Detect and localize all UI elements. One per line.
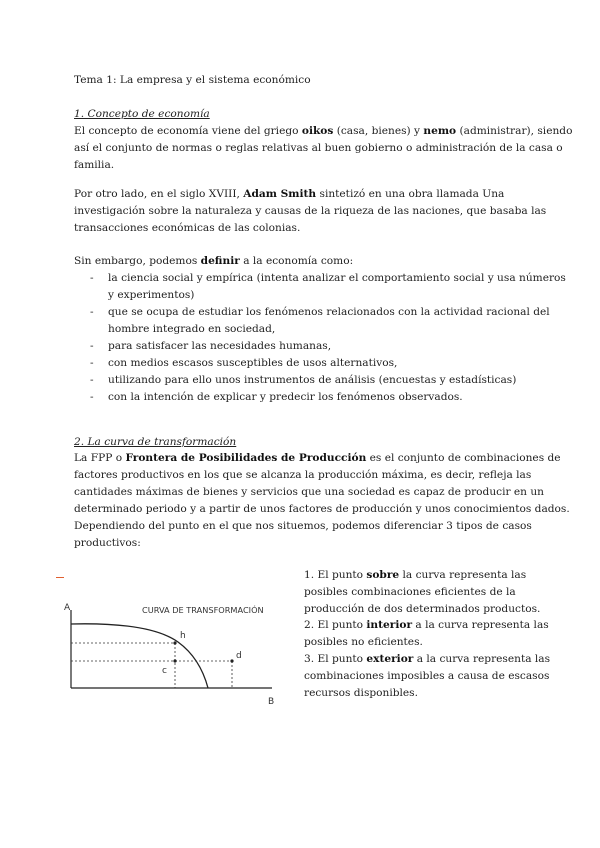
axis-label-a: A	[64, 603, 71, 613]
term-sobre: sobre	[366, 569, 400, 581]
section-2-heading: 2. La curva de transformación	[74, 436, 237, 448]
point-h	[173, 641, 176, 644]
label-d: d	[236, 651, 242, 661]
list-item: - utilizando para ello unos instrumentos de análisis (encuestas y estadísticas)	[90, 374, 517, 386]
axis-label-b: B	[268, 697, 275, 707]
list-item-continuation: hombre integrado en sociedad,	[108, 323, 276, 335]
section-1-paragraph-1: El concepto de economía viene del griego oikos (casa, bienes) y nemo (administrar), siendo así el conjunto de normas o reglas relativas al buen gobierno o administración de la casa o familia.	[74, 125, 573, 171]
section-2-paragraph: La FPP o Frontera de Posibilidades de Producción es el conjunto de combinaciones de factores productivos en los que se alcanza la producción máxima, es decir, refleja las cantidades máximas de bienes y servicios que una sociedad es capaz de producir en un determinado periodo y a partir de unos factores de producción y unos conocimientos dados. Dependiendo del punto en el que nos situemos, podemos diferenciar 3 tipos de casos productivos:	[74, 452, 570, 549]
point-d	[230, 659, 233, 662]
term-adam-smith: Adam Smith	[243, 188, 317, 200]
term-nemo: nemo	[423, 125, 457, 137]
section-1-paragraph-3: Sin embargo, podemos definir a la economía como:	[74, 255, 354, 267]
diagram-title: CURVA DE TRANSFORMACIÓN	[142, 605, 264, 615]
section-1-paragraph-2: Por otro lado, en el siglo XVIII, Adam Smith sintetizó en una obra llamada Una investigación sobre la naturaleza y causas de la riqueza de las naciones, que basaba las transacciones económicas de las colonias.	[74, 188, 547, 234]
term-exterior: exterior	[366, 652, 414, 665]
term-oikos: oikos	[301, 125, 334, 137]
transformation-curve-diagram	[60, 596, 290, 708]
list-item: - la ciencia social y empírica (intenta analizar el comportamiento social y usa números	[90, 272, 566, 284]
term-fpp: Frontera de Posibilidades de Producción	[125, 452, 367, 464]
list-item: - con la intención de explicar y predecir los fenómenos observados.	[90, 391, 463, 403]
document-title: Tema 1: La empresa y el sistema económico	[74, 74, 311, 86]
decorative-mark	[56, 577, 64, 578]
section-1-heading: 1. Concepto de economía	[74, 108, 210, 120]
list-item-continuation: y experimentos)	[108, 289, 195, 301]
label-c: c	[162, 666, 167, 676]
label-h: h	[180, 631, 186, 641]
term-interior: interior	[366, 619, 413, 632]
term-definir: definir	[200, 255, 240, 267]
point-c	[173, 659, 176, 662]
list-item: - para satisfacer las necesidades humanas,	[90, 340, 332, 352]
definition-list	[90, 270, 566, 406]
points-explanation: 1. El punto sobre la curva representa las posibles combinaciones eficientes de la producción de dos determinados productos. 2. El punto interior a la curva representa las posibles no eficientes. 3. El punto exterior a la curva representa las combinaciones imposibles a causa de escasos recursos disponibles.	[304, 569, 551, 699]
list-item: - con medios escasos susceptibles de usos alternativos,	[90, 357, 398, 369]
list-item: - que se ocupa de estudiar los fenómenos relacionados con la actividad racional del	[90, 306, 550, 318]
ppf-curve	[71, 624, 208, 688]
